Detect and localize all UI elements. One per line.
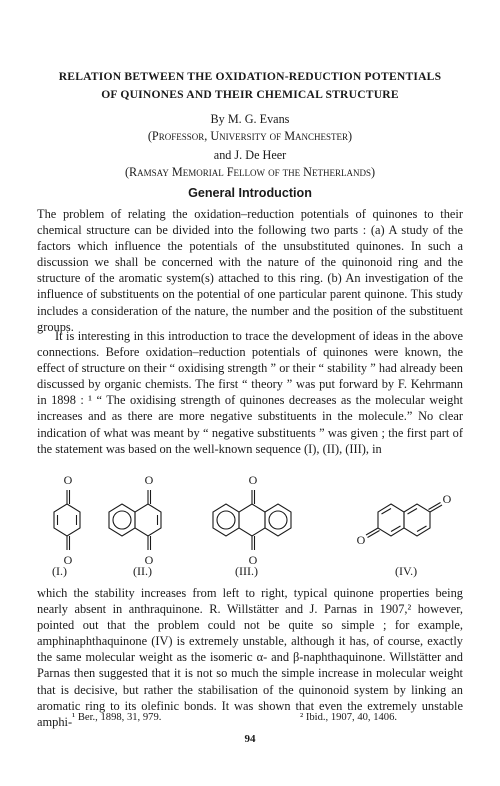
structure-I: [54, 490, 80, 550]
atom-O-2: O: [63, 553, 73, 567]
atom-O-6: O: [248, 553, 258, 567]
structure-II: [109, 490, 161, 550]
atom-O-3: O: [144, 473, 154, 487]
article-title: [30, 68, 470, 104]
structure-label-I: (I.): [52, 564, 67, 578]
title-line-2: OF QUINONES AND THEIR CHEMICAL STRUCTURE: [101, 88, 399, 101]
paragraph-3: which the stability increases from left to right, typical quinone properties being nearly absent in anthraquinone. R. Willstätter and J. Parnas in 1907,² however, pointed out that the problem could not be quite so simple ; for example, amphinaphthaquinone (IV) is extremely unstable, although it has, of course, exactly the same molecular weight as the isomeric α- and β-naphthaquinone. Willstätter and Parnas then suggested that it is not so much the simple increase in molecular weight that is decisive, but rather the stabilisation of the quinonoid system by linking an aromatic ring to its olefinic bonds. It was shown that even the extremely unstable amphi-: [37, 586, 463, 729]
title-line-1: RELATION BETWEEN THE OXIDATION-REDUCTION POTENTIALS: [58, 70, 442, 83]
structure-label-III: (III.): [235, 564, 258, 578]
structure-label-IV: (IV.): [395, 564, 418, 578]
atom-O-4: O: [144, 553, 154, 567]
paragraph-1: The problem of relating the oxidation–reduction potentials of quinones to their chemical structure can be divided into the following two parts : (a) A study of the factors which influence the potentials of the unsubstituted quinones. In such a discussion we shall be concerned with the nature of the quinonoid ring and the structure of the aromatic system(s) attached to this ring. (b) An investigation of the influence of substituents on the potential of one particular parent quinone. This study includes a consideration of the nature, the number and the position of the substituent groups.: [37, 207, 463, 334]
structure-IV: [366, 503, 442, 538]
affiliation-2: (Ramsay Memorial Fellow of the Netherlands): [124, 165, 376, 179]
section-heading: General Introduction: [188, 186, 312, 200]
affiliation-1: (Professor, University of Manchester): [147, 129, 353, 143]
atom-O-5: O: [248, 473, 258, 487]
structure-label-II: (II.): [133, 564, 152, 578]
page-number: 94: [244, 733, 256, 745]
atom-O-8: O: [442, 492, 452, 506]
quinone-structures-figure: [30, 468, 470, 576]
atom-O-1: O: [63, 473, 73, 487]
footnote-2: ² Ibid., 1907, 40, 1406.: [300, 712, 398, 723]
structure-III: [213, 490, 291, 550]
atom-O-7: O: [356, 533, 366, 547]
paragraph-2: It is interesting in this introduction to trace the development of ideas in the above connections. Before oxidation–reduction potentials of quinones were known, the effect of structure on their “ oxidising strength ” or their “ stability ” had already been discussed by organic chemists. The first “ theory ” was put forward by F. Kehrmann in 1898 : ¹ “ The oxidising strength of quinones decreases as the molecular weight increases and as there are more negative substituents in the molecule.” No clear indication of what was meant by “ negative substituents ” was given ; the first part of the statement was based on the well-known sequence (I), (II), (III), in: [37, 329, 463, 456]
author-2: and J. De Heer: [213, 148, 287, 162]
footnote-1: ¹ Ber., 1898, 31, 979.: [72, 712, 162, 723]
author-1: By M. G. Evans: [210, 112, 290, 126]
